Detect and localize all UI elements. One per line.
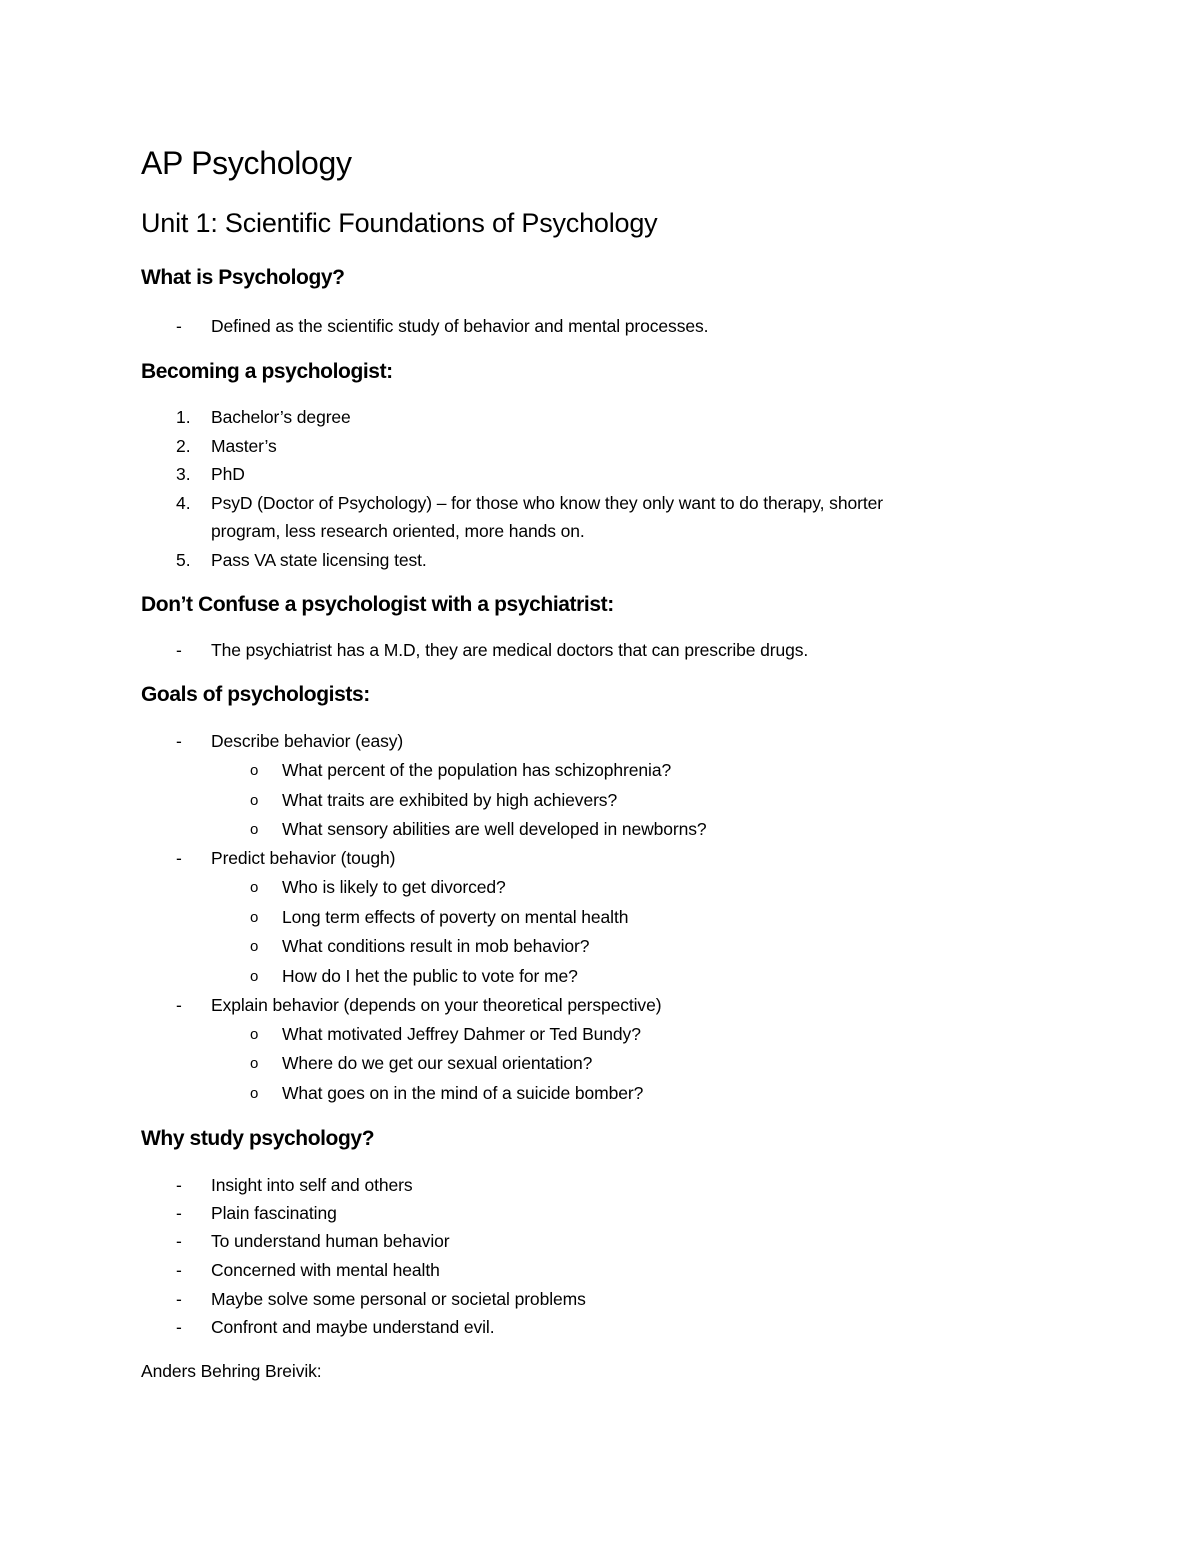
bullet-dash: - (176, 1203, 182, 1223)
sub-item: What traits are exhibited by high achievers? (282, 790, 618, 810)
bullet-dash: - (176, 1175, 182, 1195)
heading-why: Why study psychology? (141, 1127, 375, 1150)
sub-item: Long term effects of poverty on mental health (282, 907, 629, 927)
list-number: 2. (176, 436, 191, 456)
unit-title: Unit 1: Scientific Foundations of Psychology (141, 208, 658, 238)
list-item: Confront and maybe understand evil. (211, 1317, 495, 1337)
goal-explain: Explain behavior (depends on your theoretical perspective) (211, 995, 662, 1015)
sub-item: Where do we get our sexual orientation? (282, 1053, 593, 1073)
list-number: 4. (176, 493, 191, 513)
list-item: Master’s (211, 436, 277, 456)
list-number: 1. (176, 407, 191, 427)
list-item: Maybe solve some personal or societal problems (211, 1289, 586, 1309)
heading-confuse: Don’t Confuse a psychologist with a psychiatrist: (141, 593, 614, 616)
bullet-circle: o (250, 938, 259, 955)
document-title: AP Psychology (141, 145, 352, 181)
bullet-dash: - (176, 1289, 182, 1309)
sub-item: Who is likely to get divorced? (282, 877, 506, 897)
list-item-continuation: program, less research oriented, more hands on. (211, 521, 585, 541)
bullet-circle: o (250, 1026, 259, 1043)
bullet-circle: o (250, 909, 259, 926)
goal-describe: Describe behavior (easy) (211, 731, 404, 751)
sub-item: What percent of the population has schizophrenia? (282, 760, 672, 780)
list-item: Concerned with mental health (211, 1260, 440, 1280)
sub-item: What goes on in the mind of a suicide bomber? (282, 1083, 644, 1103)
list-item: Plain fascinating (211, 1203, 337, 1223)
list-item: To understand human behavior (211, 1231, 450, 1251)
bullet-circle: o (250, 879, 259, 896)
bullet-dash: - (176, 848, 182, 868)
bullet-dash: - (176, 640, 182, 660)
bullet-dash: - (176, 1260, 182, 1280)
list-number: 5. (176, 550, 191, 570)
heading-becoming: Becoming a psychologist: (141, 360, 393, 383)
list-item: Defined as the scientific study of behavior and mental processes. (211, 316, 709, 336)
sub-item: What conditions result in mob behavior? (282, 936, 590, 956)
list-item: Insight into self and others (211, 1175, 413, 1195)
list-item: PsyD (Doctor of Psychology) – for those who know they only want to do therapy, shorter (211, 493, 883, 513)
goal-predict: Predict behavior (tough) (211, 848, 396, 868)
bullet-dash: - (176, 316, 182, 336)
bullet-circle: o (250, 762, 259, 779)
sub-item: How do I het the public to vote for me? (282, 966, 578, 986)
list-item: The psychiatrist has a M.D, they are medical doctors that can prescribe drugs. (211, 640, 809, 660)
list-item: Bachelor’s degree (211, 407, 351, 427)
bullet-circle: o (250, 1085, 259, 1102)
bullet-circle: o (250, 1055, 259, 1072)
bullet-dash: - (176, 995, 182, 1015)
list-item: Pass VA state licensing test. (211, 550, 427, 570)
list-number: 3. (176, 464, 191, 484)
bullet-circle: o (250, 792, 259, 809)
heading-goals: Goals of psychologists: (141, 683, 370, 706)
bullet-dash: - (176, 1317, 182, 1337)
sub-item: What motivated Jeffrey Dahmer or Ted Bundy? (282, 1024, 641, 1044)
bullet-dash: - (176, 731, 182, 751)
bullet-circle: o (250, 821, 259, 838)
sub-item: What sensory abilities are well developed in newborns? (282, 819, 707, 839)
list-item: PhD (211, 464, 245, 484)
bullet-dash: - (176, 1231, 182, 1251)
bullet-circle: o (250, 968, 259, 985)
heading-what-is: What is Psychology? (141, 266, 345, 289)
closing-line: Anders Behring Breivik: (141, 1361, 322, 1381)
